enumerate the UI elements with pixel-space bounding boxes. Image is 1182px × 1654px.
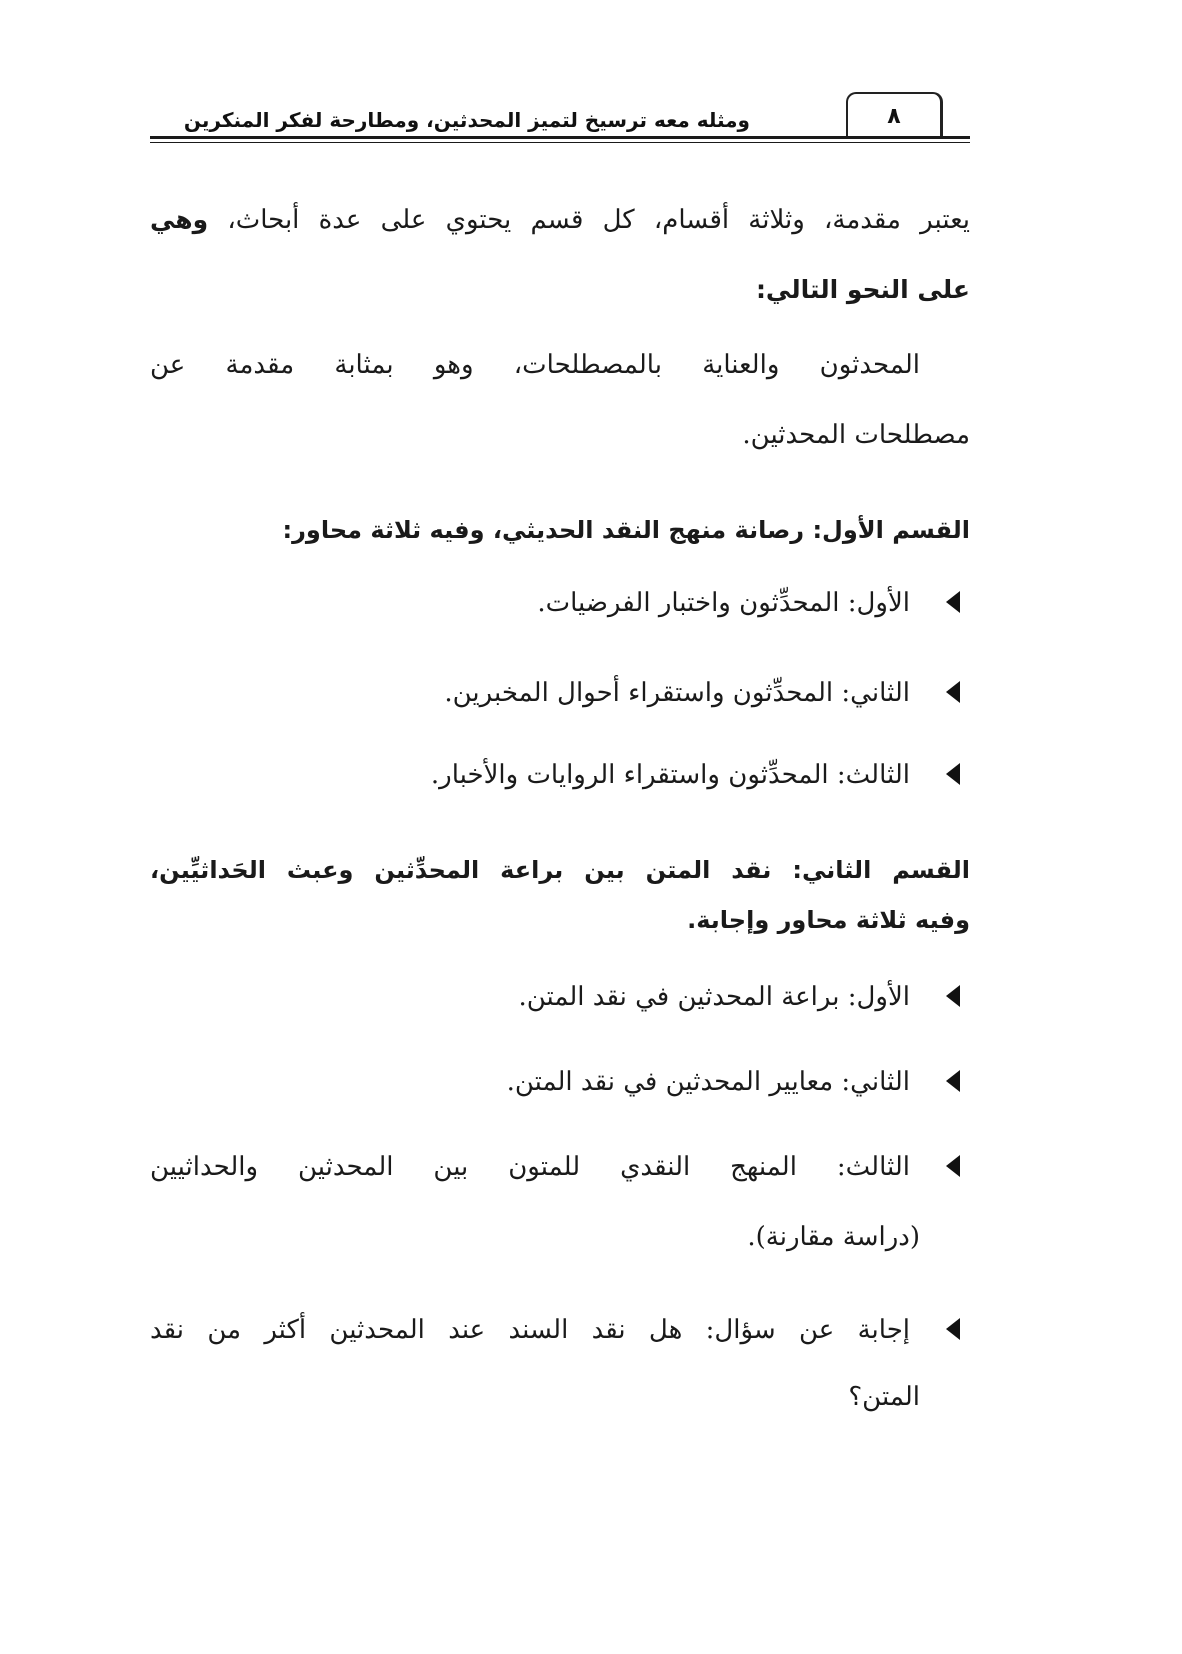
triangle-bullet-icon bbox=[946, 1070, 960, 1092]
section-2-item bbox=[150, 1305, 960, 1355]
section-1-item bbox=[150, 750, 960, 800]
section-2-item-text: الأول: براعة المحدثين في نقد المتن. bbox=[518, 982, 910, 1012]
intro-line-2: على النحو التالي: bbox=[755, 275, 970, 304]
intro-paragraph-2-line-2: مصطلحات المحدثين. bbox=[742, 420, 970, 450]
section-2-item-text: الثالث: المنهج النقدي للمتون بين المحدثين والحداثيين bbox=[150, 1152, 910, 1182]
section-2-item-continuation: (دراسة مقارنة). bbox=[747, 1222, 920, 1252]
section-2-item bbox=[150, 1057, 960, 1107]
section-1-item bbox=[150, 668, 960, 718]
header-rule-thick bbox=[150, 136, 970, 139]
section-2-item-text: إجابة عن سؤال: هل نقد السند عند المحدثين أكثر من نقد bbox=[150, 1315, 910, 1345]
section-1-item-text: الثاني: المحدِّثون واستقراء أحوال المخبرين. bbox=[444, 678, 910, 708]
section-2-item bbox=[150, 1142, 960, 1192]
section-2-heading-line-2: وفيه ثلاثة محاور وإجابة. bbox=[687, 906, 970, 934]
intro-line-1 bbox=[150, 195, 970, 245]
triangle-bullet-icon bbox=[946, 985, 960, 1007]
running-header-title: ومثله معه ترسيخ لتميز المحدثين، ومطارحة لفكر المنكرين bbox=[183, 108, 750, 132]
section-2-item bbox=[150, 972, 960, 1022]
page-number: ٨ bbox=[846, 92, 943, 136]
section-1-item bbox=[150, 578, 960, 628]
triangle-bullet-icon bbox=[946, 591, 960, 613]
section-1-item-text: الأول: المحدِّثون واختبار الفرضيات. bbox=[537, 588, 910, 618]
intro-line-1-bold: وهي bbox=[150, 205, 209, 234]
header-rule-thin bbox=[150, 142, 970, 143]
triangle-bullet-icon bbox=[946, 1318, 960, 1340]
section-2-heading-line-1: القسم الثاني: نقد المتن بين براعة المحدِّثين وعبث الحَداثيِّين، bbox=[150, 856, 970, 884]
section-1-item-text: الثالث: المحدِّثون واستقراء الروايات والأخبار. bbox=[430, 760, 910, 790]
triangle-bullet-icon bbox=[946, 1155, 960, 1177]
intro-paragraph-2-line-1: المحدثون والعناية بالمصطلحات، وهو بمثابة مقدمة عن bbox=[150, 350, 920, 380]
triangle-bullet-icon bbox=[946, 763, 960, 785]
section-2-item-text: الثاني: معايير المحدثين في نقد المتن. bbox=[506, 1067, 910, 1097]
intro-line-1-text: يعتبر مقدمة، وثلاثة أقسام، كل قسم يحتوي على عدة أبحاث، bbox=[208, 205, 970, 235]
triangle-bullet-icon bbox=[946, 681, 960, 703]
section-2-item-continuation: المتن؟ bbox=[848, 1382, 920, 1412]
section-1-heading: القسم الأول: رصانة منهج النقد الحديثي، وفيه ثلاثة محاور: bbox=[282, 516, 970, 544]
